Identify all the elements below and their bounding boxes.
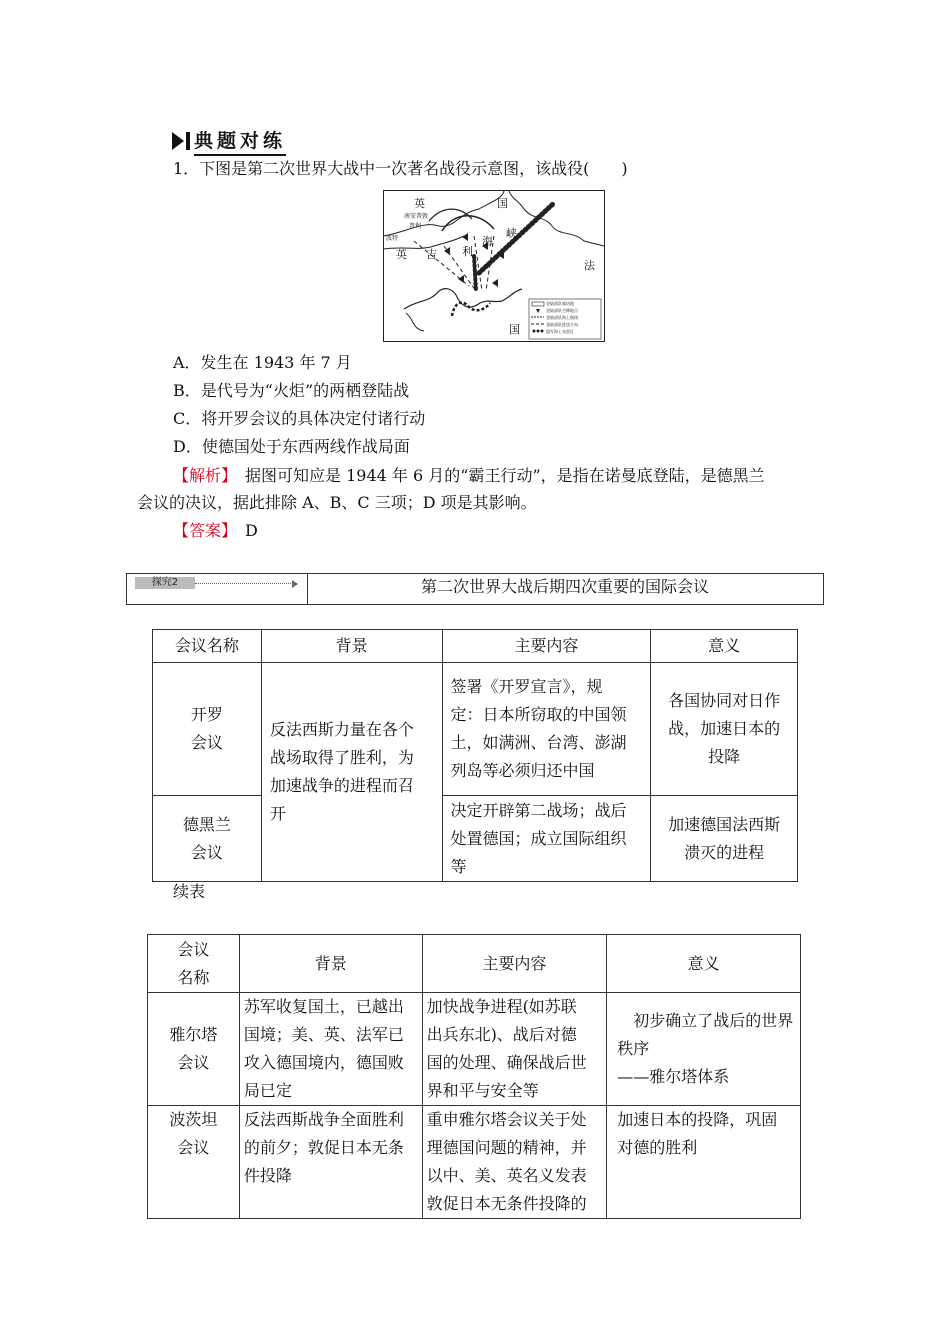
- meaning-cell: 初步确立了战后的世界 秩序 ——雅尔塔体系: [607, 993, 801, 1106]
- battle-map-figure: [383, 190, 605, 342]
- table-header-cell: 主要内容: [442, 630, 651, 663]
- conference-name-cell: 德黑兰 会议: [153, 796, 262, 882]
- map-label-portsmouth: 普利: [409, 223, 422, 230]
- section-heading: [172, 126, 286, 156]
- question-stem: 1．下图是第二次世界大战中一次著名战役示意图，该战役( ): [173, 159, 628, 178]
- triangle-marker-icon: [172, 132, 184, 150]
- conference-name-cell: 开罗 会议: [153, 663, 262, 796]
- table-row: [153, 663, 798, 796]
- answer-line: [173, 520, 258, 542]
- map-legend-3: 登陆部队海上航线: [546, 315, 578, 320]
- map-label-channel-5: 峡: [506, 227, 517, 240]
- analysis-text-2: 会议的决议，据此排除 A、B、C 三项；D 项是其影响。: [137, 493, 537, 512]
- conference-name-cell: 雅尔塔 会议: [148, 993, 240, 1106]
- analysis-text-1: 据图可知应是 1944 年 6 月的“霸王行动”，是指在诺曼底登陆，是德黑兰: [229, 466, 765, 485]
- banner-title: 第二次世界大战后期四次重要的国际会议: [420, 577, 709, 596]
- map-label-france-1: 法: [584, 259, 595, 272]
- table-header-row: [148, 935, 801, 993]
- table-row: [148, 1106, 801, 1219]
- map-label-uk-1: 英: [414, 197, 425, 210]
- section-title: 典题对练: [194, 126, 286, 156]
- table-header-row: [153, 630, 798, 663]
- content-cell: 加快战争进程(如苏联 出兵东北)、战后对德 国的处理、确保战后世 界和平与安全等: [422, 993, 607, 1106]
- map-legend-5: 盟军海上布雷区: [546, 329, 574, 334]
- option-d: D．使德国处于东西两线作战局面: [173, 437, 410, 456]
- meaning-cell: 加速日本的投降，巩固 对德的胜利: [607, 1106, 801, 1219]
- answer-text: D: [229, 521, 258, 540]
- conference-table-2: [147, 934, 801, 1219]
- background-cell: 苏军收复国土，已越出 国境；美、英、法军已 攻入德国境内，德国败 局已定: [239, 993, 422, 1106]
- table-header-cell: 会议 名称: [148, 935, 240, 993]
- conference-table-1: [152, 629, 798, 882]
- table-header-cell: 主要内容: [422, 935, 607, 993]
- content-cell: 签署《开罗宣言》，规 定：日本所窃取的中国领 土，如满洲、台湾、澎湖 列岛等必须归还中国: [442, 663, 651, 796]
- map-label-channel-3: 利: [462, 245, 473, 258]
- banner-arrow-line: [195, 583, 295, 584]
- table-header-cell: 背景: [261, 630, 442, 663]
- table-header-cell: 意义: [607, 935, 801, 993]
- table-row: [148, 993, 801, 1106]
- conference-name-cell: 波茨坦 会议: [148, 1106, 240, 1219]
- arrow-right-icon: [292, 580, 298, 588]
- bar-marker-icon: [186, 132, 190, 150]
- banner-tag: 探究2: [135, 577, 195, 589]
- content-cell: 决定开辟第二战场；战后 处置德国；成立国际组织 等: [442, 796, 651, 882]
- option-a: A．发生在 1943 年 7 月: [173, 353, 352, 372]
- banner-left-cell: [127, 574, 308, 604]
- map-label-france-2: 国: [509, 323, 520, 336]
- analysis-line-1: [173, 465, 765, 487]
- table-header-cell: 会议名称: [153, 630, 262, 663]
- map-label-weymouth: 波特: [386, 235, 399, 242]
- meaning-cell: 加速德国法西斯 溃灭的进程: [651, 796, 798, 882]
- map-label-channel-4: 海: [482, 235, 493, 248]
- background-cell: 反法西斯战争全面胜利 的前夕；敦促日本无条 件投降: [239, 1106, 422, 1219]
- map-legend-4: 登陆部队进攻方向: [546, 322, 578, 327]
- table-row: [153, 796, 798, 882]
- map-label-channel-1: 英: [396, 248, 407, 261]
- background-cell: 反法西斯力量在各个 战场取得了胜利，为 加速战争的进程而召 开: [261, 663, 442, 882]
- table-header-cell: 意义: [651, 630, 798, 663]
- map-label-channel-2: 吉: [426, 248, 437, 261]
- map-legend-1: 登陆部队集结地: [546, 301, 574, 306]
- map-label-southampton: 南安普敦: [404, 213, 429, 220]
- map-label-uk-2: 国: [497, 197, 508, 210]
- meaning-cell: 各国协同对日作 战，加速日本的 投降: [651, 663, 798, 796]
- explore-banner: [126, 573, 824, 605]
- answer-label: 【答案】: [173, 521, 230, 540]
- option-c: C．将开罗会议的具体决定付诸行动: [173, 409, 426, 428]
- option-b: B．是代号为“火炬”的两栖登陆战: [173, 381, 410, 400]
- continued-label: 续表: [173, 882, 206, 901]
- map-legend-2: 登陆部队空降地点: [546, 308, 578, 313]
- analysis-label: 【解析】: [173, 466, 230, 485]
- table-header-cell: 背景: [239, 935, 422, 993]
- content-cell: 重申雅尔塔会议关于处 理德国问题的精神，并 以中、美、英名义发表 敦促日本无条件投降的: [422, 1106, 607, 1219]
